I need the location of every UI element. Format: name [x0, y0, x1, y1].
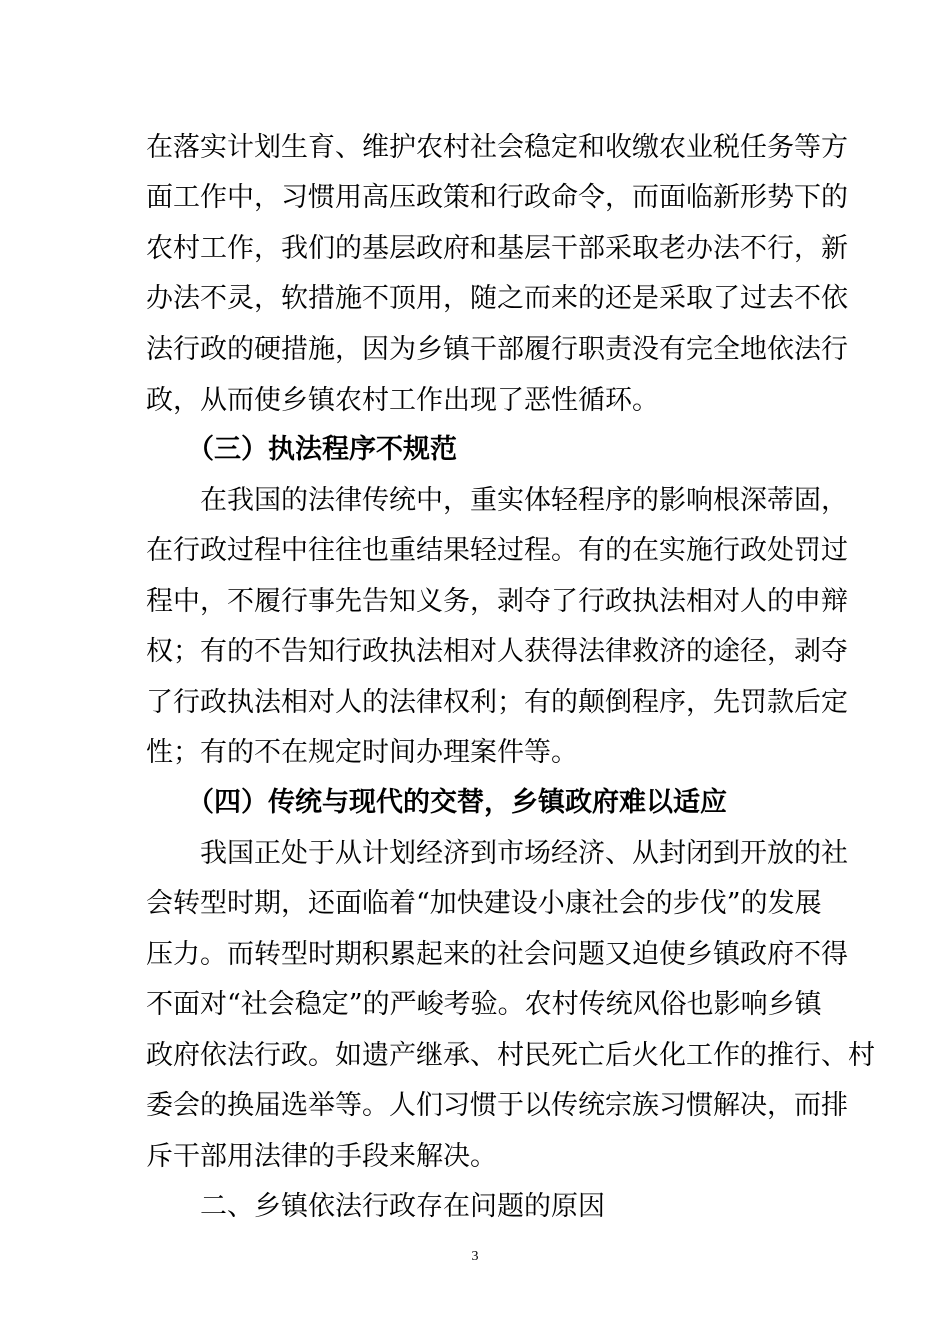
- paragraph-line: 委会的换届选举等。人们习惯于以传统宗族习惯解决，而排: [146, 1090, 848, 1121]
- section-heading-2: 二、乡镇依法行政存在问题的原因: [200, 1191, 605, 1222]
- paragraph-line: 斥干部用法律的手段来解决。: [146, 1141, 497, 1172]
- page-number: 3: [471, 1249, 479, 1264]
- paragraph-line: 在我国的法律传统中，重实体轻程序的影响根深蒂固，: [200, 485, 848, 516]
- paragraph-line: 不面对“社会稳定”的严峻考验。农村传统风俗也影响乡镇: [146, 989, 822, 1020]
- paragraph-line: 会转型时期，还面临着“加快建设小康社会的步伐”的发展: [146, 888, 822, 919]
- paragraph-line: 政府依法行政。如遗产继承、村民死亡后火化工作的推行、村: [146, 1040, 875, 1071]
- paragraph-line: 政，从而使乡镇农村工作出现了恶性循环。: [146, 385, 659, 416]
- paragraph-line: 压力。而转型时期积累起来的社会问题又迫使乡镇政府不得: [146, 939, 848, 970]
- section-heading-4: （四）传统与现代的交替，乡镇政府难以适应: [187, 787, 727, 818]
- paragraph-line: 在行政过程中往往也重结果轻过程。有的在实施行政处罚过: [146, 535, 848, 566]
- section-heading-3: （三）执法程序不规范: [187, 434, 457, 465]
- paragraph-line: 权；有的不告知行政执法相对人获得法律救济的途径，剥夺: [146, 636, 848, 667]
- paragraph-line: 在落实计划生育、维护农村社会稳定和收缴农业税任务等方: [146, 132, 848, 163]
- paragraph-line: 法行政的硬措施，因为乡镇干部履行职责没有完全地依法行: [146, 334, 848, 365]
- paragraph-line: 农村工作，我们的基层政府和基层干部采取老办法不行，新: [146, 233, 848, 264]
- paragraph-line: 办法不灵，软措施不顶用，随之而来的还是采取了过去不依: [146, 283, 848, 314]
- paragraph-line: 性；有的不在规定时间办理案件等。: [146, 737, 578, 768]
- paragraph-line: 我国正处于从计划经济到市场经济、从封闭到开放的社: [200, 838, 848, 869]
- paragraph-line: 面工作中，习惯用高压政策和行政命令，而面临新形势下的: [146, 182, 848, 213]
- paragraph-line: 程中，不履行事先告知义务，剥夺了行政执法相对人的申辩: [146, 586, 848, 617]
- paragraph-line: 了行政执法相对人的法律权利；有的颠倒程序，先罚款后定: [146, 687, 848, 718]
